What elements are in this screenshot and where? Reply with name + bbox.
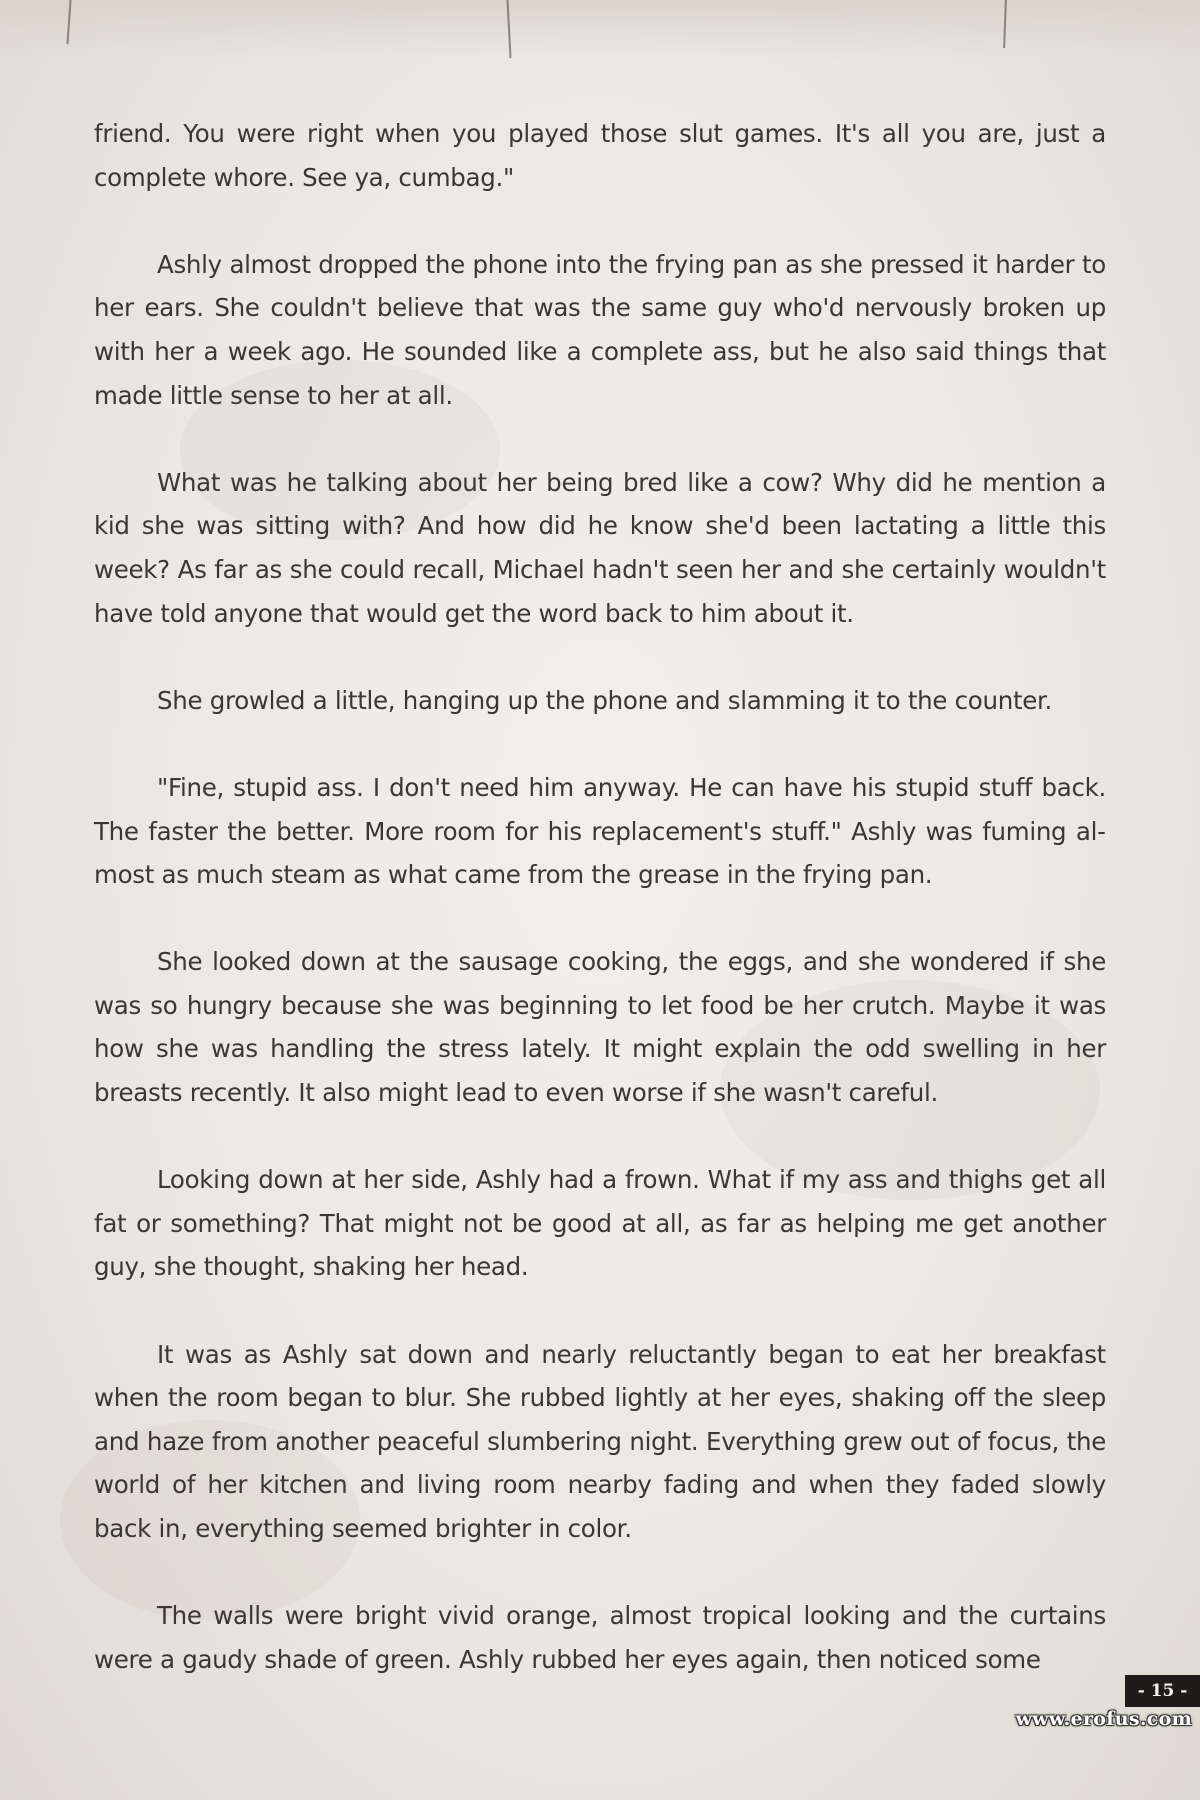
paragraph: friend. You were right when you played those slut games. It's all you are, just a complete whore. See ya, cumbag." — [94, 119, 1106, 192]
page-number: - 15 - — [1125, 1675, 1200, 1707]
paragraph: She looked down at the sausage cooking, the eggs, and she wondered if she was so hungry because she was beginning to let food be her crutch. Maybe it was how she was handling the stress lately. It might explain the odd swelling in her breasts recently. It also might lead to even worse if she wasn't careful. — [94, 947, 1106, 1108]
page-body-text — [94, 112, 1106, 1725]
paragraph: What was he talking about her being bred like a cow? Why did he mention a kid she was sitting with? And how did he know she'd been lactating a little this week? As far as she could recall, Michael hadn't seen her and she certainly wouldn't have told anyone that would get the word back to him about it. — [94, 467, 1106, 628]
paragraph: The walls were bright vivid orange, almost tropical looking and the curtains were a gaudy shade of green. Ashly rubbed her eyes again, then noticed some — [94, 1601, 1106, 1674]
site-watermark: www.erofus.com — [1015, 1708, 1192, 1730]
paper-top-edge — [0, 0, 1200, 60]
paragraph: She growled a little, hanging up the phone and slamming it to the counter. — [157, 685, 1053, 715]
paragraph: It was as Ashly sat down and nearly reluctantly began to eat her breakfast when the room began to blur. She rubbed lightly at her eyes, shaking off the sleep and haze from another peaceful slumbering night. Everything grew out of focus, the world of her kitchen and living room nearby fading and when they faded slowly back in, everything seemed brighter in color. — [94, 1339, 1106, 1543]
paragraph: Ashly almost dropped the phone into the frying pan as she pressed it harder to her ears. She couldn't believe that was the same guy who'd nervously broken up with her a week ago. He sounded like a complete ass, but he also said things that made little sense to her at all. — [94, 249, 1106, 410]
paragraph: "Fine, stupid ass. I don't need him anyway. He can have his stupid stuff back. The faster the better. More room for his replacement's stuff." Ashly was fuming almost as much steam as what came from the grease in the frying pan. — [94, 772, 1106, 890]
paragraph: Looking down at her side, Ashly had a frown. What if my ass and thighs get all fat or something? That might not be good at all, as far as helping me get another guy, she thought, shaking her head. — [94, 1165, 1106, 1282]
